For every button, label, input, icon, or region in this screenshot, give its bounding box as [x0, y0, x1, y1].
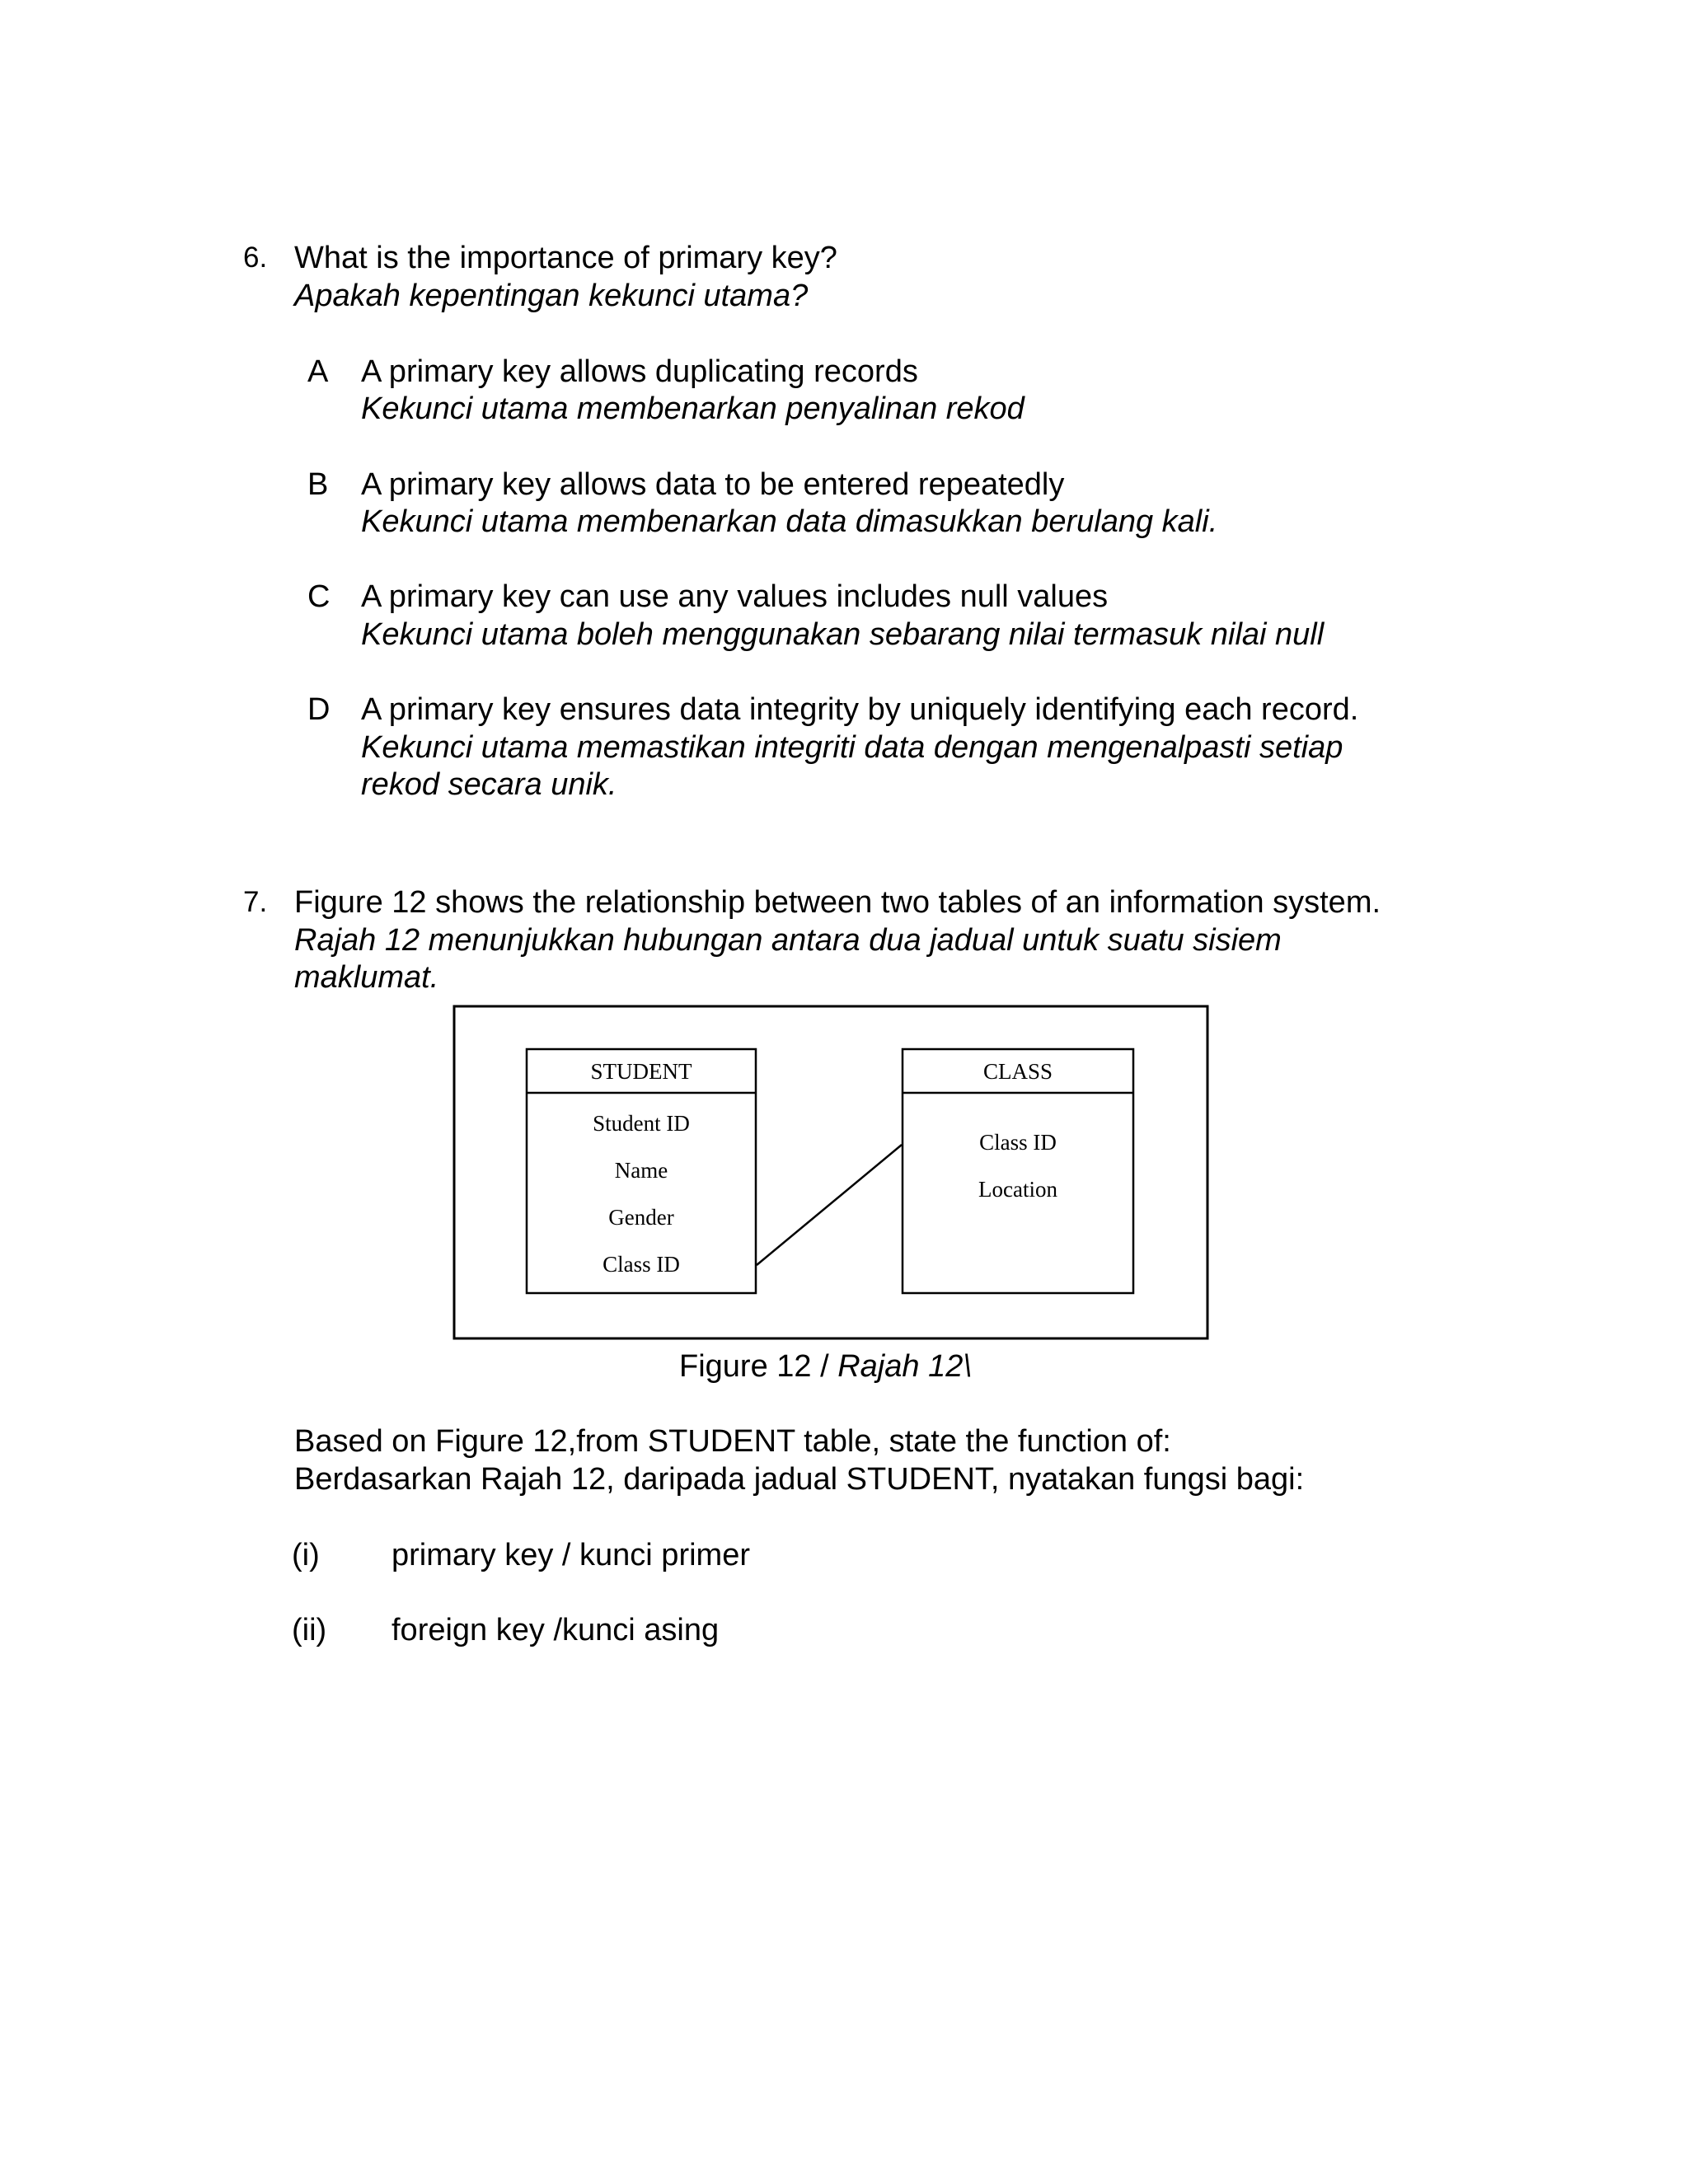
part-text: foreign key /kunci asing	[392, 1613, 720, 1647]
option-letter: A	[307, 354, 329, 389]
student-field: Student ID	[593, 1111, 690, 1136]
part-label: (ii)	[292, 1613, 327, 1647]
option-text-en: A primary key ensures data integrity by uniquely identifying each record.	[361, 692, 1359, 727]
question-text-ms: Apakah kepentingan kekunci utama?	[294, 279, 809, 313]
option-text-en: A primary key allows data to be entered repeatedly	[361, 467, 1065, 502]
class-field: Class ID	[979, 1130, 1057, 1155]
figure-frame	[454, 1006, 1207, 1338]
figure-caption-ms: Rajah 12\	[837, 1349, 972, 1384]
student-table	[527, 1049, 756, 1293]
option-text-ms-cont: rekod secara unik.	[361, 767, 617, 802]
figure-caption-en: Figure 12 /	[679, 1349, 838, 1384]
class-field: Location	[978, 1177, 1057, 1202]
class-table-title: CLASS	[982, 1059, 1053, 1084]
option-text-ms: Kekunci utama membenarkan penyalinan rekod	[361, 391, 1025, 426]
option-letter: C	[307, 579, 331, 614]
prompt-ms: Berdasarkan Rajah 12, daripada jadual STUDENT, nyatakan fungsi bagi:	[294, 1462, 1305, 1497]
figure-caption	[679, 1347, 972, 1385]
option-text-ms: Kekunci utama membenarkan data dimasukkan berulang kali.	[361, 504, 1218, 539]
student-table-title: STUDENT	[590, 1059, 692, 1084]
question-text-en: What is the importance of primary key?	[294, 241, 837, 275]
option-text-en: A primary key allows duplicating records	[361, 354, 918, 389]
question-stem-ms-cont: maklumat.	[294, 960, 439, 995]
student-field: Name	[614, 1158, 668, 1183]
option-letter: B	[307, 467, 329, 502]
question-number: 7.	[243, 886, 268, 918]
part-label: (i)	[292, 1538, 320, 1572]
option-letter: D	[307, 692, 331, 727]
part-text: primary key / kunci primer	[392, 1538, 750, 1572]
question-number: 6.	[243, 241, 268, 274]
option-text-ms: Kekunci utama memastikan integriti data dengan mengenalpasti setiap	[361, 730, 1343, 765]
question-stem-ms: Rajah 12 menunjukkan hubungan antara dua jadual untuk suatu sisiem	[294, 923, 1282, 958]
relationship-line	[757, 1145, 902, 1265]
option-text-en: A primary key can use any values includes null values	[361, 579, 1109, 614]
class-table	[903, 1049, 1133, 1293]
student-field: Gender	[608, 1205, 674, 1230]
question-stem-en: Figure 12 shows the relationship between two tables of an information system.	[294, 885, 1381, 920]
prompt-en: Based on Figure 12,from STUDENT table, state the function of:	[294, 1424, 1171, 1459]
student-field: Class ID	[603, 1252, 680, 1277]
option-text-ms: Kekunci utama boleh menggunakan sebarang nilai termasuk nilai null	[361, 617, 1325, 652]
